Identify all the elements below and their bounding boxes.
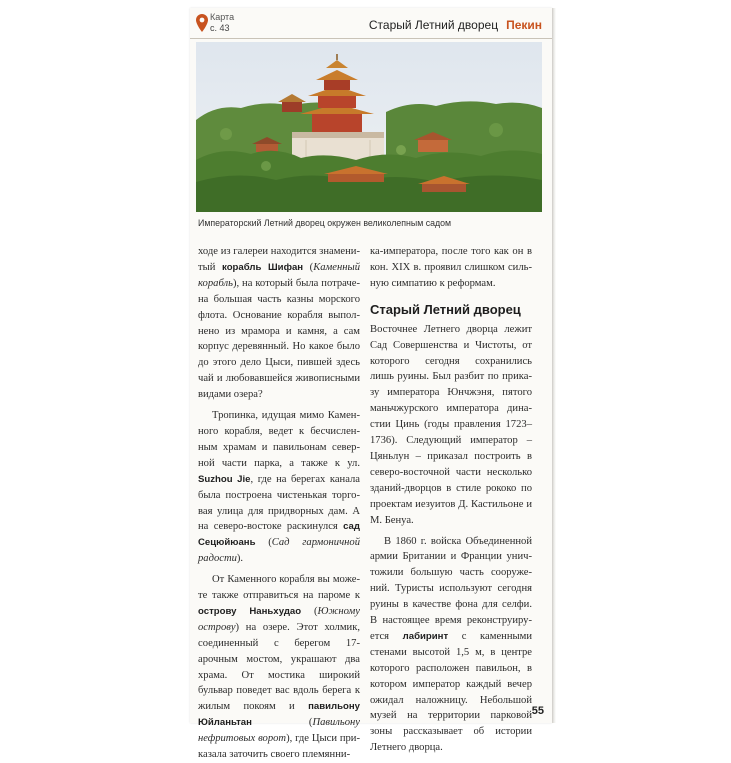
city-label: Пекин [506,18,542,32]
highlight-nanhudao-island: острову Наньхудао [198,605,302,617]
map-page-ref: с. 43 [210,23,230,33]
paragraph: ходе из галереи находится знаменитый корабль Шифан (Каменный корабль), на который была потрачена большая часть казны морского флота. Основание корабля выполнено из мрамора и камня, а сам корпус деревянный. Но какое было до этого дело Цыси, пившей здесь чай и любовавшейся живописными видами озера? [198,246,360,401]
map-pin-icon [196,14,208,32]
highlight-xiequyuan-garden: сад Сецюйюань [198,521,360,549]
highlight-labyrinth: лабиринт [402,630,449,642]
paragraph: От Каменного корабля вы можете также отправиться на пароме к острову Наньхудао (Южному острову) на озере. Этот холмик, соединенный с берегом 17-арочным мостом, украшают два храма. От мостика широкий бульвар поведет вас вдоль берега к жилым покоям и павильону Юйланьтан (Павильону нефритовых ворот), где Цыси приказала заточить своего племянни- [198,574,360,761]
paragraph: В 1860 г. войска Объединенной армии Британии и Франции уничтожили большую часть сооружений. Туристы используют сегодня руины в качестве фона для селфи. В настоящее время реконструируется лабиринт с каменными стенами высотой 1,5 м, в центре которого расположен павильон, в котором император каждый вечер ожидал наложницу. Небольшой музей на территории парковой зоны рассказывает об истории Летнего дворца. [370,535,532,754]
text-column-right [370,244,532,756]
highlight-yulantang-pavilion: павильону Юйланьтан [198,701,360,729]
summer-palace-photo [196,42,542,212]
map-label: Карта [210,12,235,22]
paragraph: ка-императора, после того как он в кон. XIX в. проявил слишком сильную симпатию к реформам. [370,246,532,289]
guidebook-page [190,8,552,761]
paragraph: Тропинка, идущая мимо Каменного корабля, ведет к бесчисленным храмам и павильонам северной части парка, а также к ул. Suzhou Jie, где на берегах канала была построена чистенькая торговая улица для придворных дам. А на северо-востоке раскинулся сад Сецюйюань (Сад гармоничной радости). [198,410,361,565]
page-header [190,8,552,39]
section-running-title: Старый Летний дворец [368,18,499,32]
highlight-shifan-boat: корабль Шифан [222,261,304,273]
text-column-left [198,244,360,763]
map-reference[interactable] [210,12,234,34]
page-number: 55 [531,705,544,717]
paragraph: Восточнее Летнего дворца лежит Сад Совершенства и Чистоты, от которого сегодня сохранились лишь руины. Был разбит по приказу императора Юнчжэня, пятого маньчжурского императора династии Цинь (годы правления 1723–1736). Следующий император – Цяньлун – приказал построить в северо-восточной части несколько зданий-дворцов в стиле рококо по проектам иезуитов Д. Кастильоне и М. Бенуа. [370,323,532,526]
running-title [369,18,542,32]
photo-caption: Императорский Летний дворец окружен великолепным садом [198,218,452,228]
highlight-suzhou-jie: Suzhou Jie [198,473,251,485]
section-heading: Старый Летний дворец [370,301,521,317]
palace-illustration [196,42,542,212]
book-spine-shadow [552,8,556,723]
